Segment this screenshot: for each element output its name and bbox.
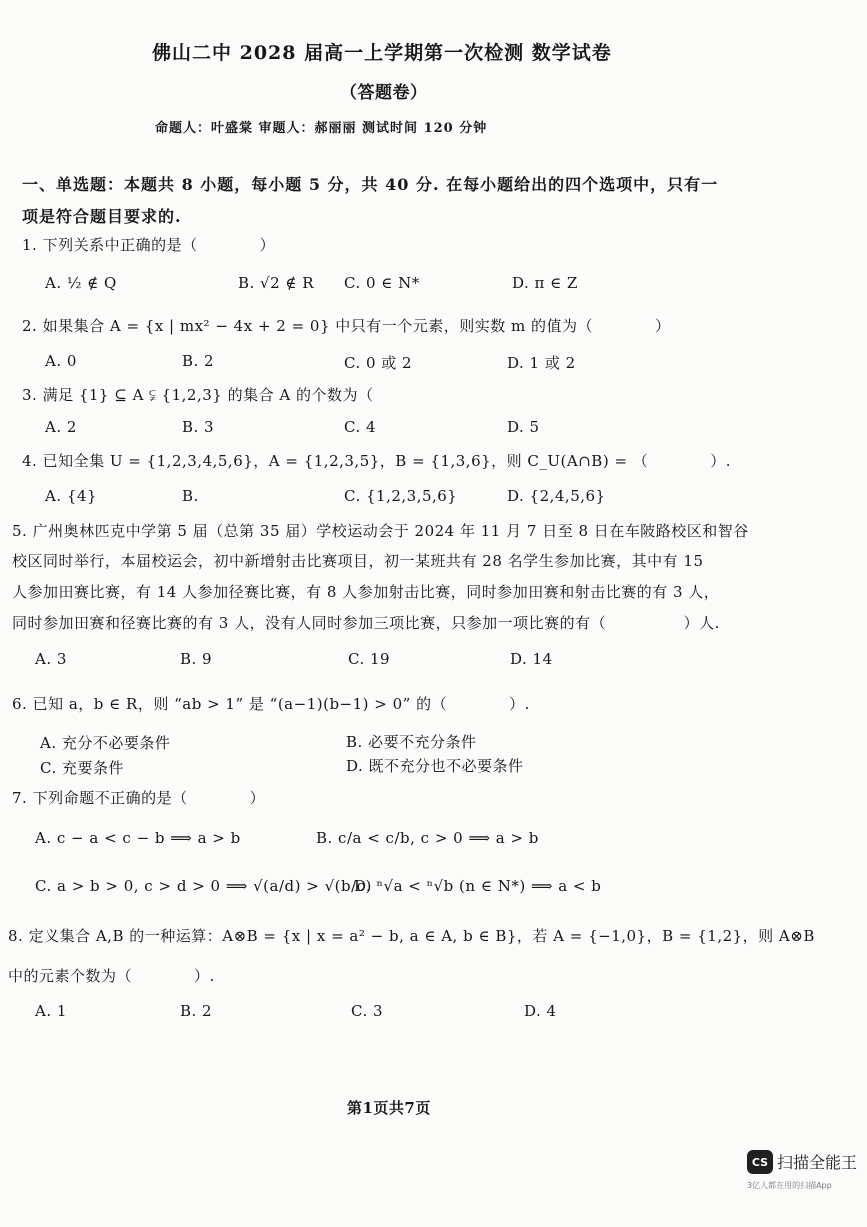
question-4-option-b: B. bbox=[182, 487, 199, 505]
question-8-stem-line2: 中的元素个数为（ ）. bbox=[8, 967, 215, 985]
question-3-stem: 3. 满足 {1} ⊆ A ⫋ {1,2,3} 的集合 A 的个数为（ bbox=[22, 386, 374, 404]
question-2-option-b: B. 2 bbox=[182, 352, 215, 370]
section-heading-cont: 项是符合题目要求的. bbox=[22, 207, 182, 226]
question-6-option-b: B. 必要不充分条件 bbox=[346, 733, 477, 751]
author-info: 命题人：叶盛棠 审题人：郝丽丽 测试时间 120 分钟 bbox=[155, 121, 488, 136]
question-8-option-b: B. 2 bbox=[180, 1002, 213, 1020]
question-5-stem-line2: 校区同时举行，本届校运会，初中新增射击比赛项目，初一某班共有 28 名学生参加比赛，其中有 15 bbox=[12, 552, 704, 570]
question-5-stem: 5. 广州奥林匹克中学第 5 届（总第 35 届）学校运动会于 2024 年 11 月 7 日至 8 日在车陂路校区和智谷 bbox=[12, 522, 749, 540]
question-7-stem: 7. 下列命题不正确的是（ ） bbox=[12, 789, 266, 807]
question-8-stem: 8. 定义集合 A,B 的一种运算：A⊗B = {x | x = a² − b, a ∈ A, b ∈ B}，若 A = {−1,0}，B = {1,2}，则 A⊗B bbox=[8, 927, 815, 945]
question-8-option-a: A. 1 bbox=[35, 1002, 67, 1020]
question-7-option-a: A. c − a < c − b ⟹ a > b bbox=[35, 829, 241, 847]
watermark-tagline: 3亿人都在用的扫描App bbox=[747, 1181, 832, 1190]
page-number: 第1页共7页 bbox=[347, 1099, 431, 1117]
question-5-stem-line3: 人参加田赛比赛，有 14 人参加径赛比赛，有 8 人参加射击比赛，同时参加田赛和射击比赛的有 3 人， bbox=[12, 583, 720, 601]
question-3-option-d: D. 5 bbox=[507, 418, 540, 436]
question-3-option-a: A. 2 bbox=[45, 418, 77, 436]
question-6-option-c: C. 充要条件 bbox=[40, 759, 124, 777]
question-6-option-d: D. 既不充分也不必要条件 bbox=[346, 757, 524, 775]
camscanner-logo-icon: CS bbox=[747, 1150, 773, 1174]
question-8-option-c: C. 3 bbox=[351, 1002, 384, 1020]
question-4-option-c: C. {1,2,3,5,6} bbox=[344, 487, 458, 505]
watermark-app-name: 扫描全能王 bbox=[777, 1153, 858, 1172]
question-2-option-d: D. 1 或 2 bbox=[507, 354, 576, 372]
question-5-option-a: A. 3 bbox=[35, 650, 67, 668]
question-2-stem: 2. 如果集合 A = {x | mx² − 4x + 2 = 0} 中只有一个元素，则实数 m 的值为（ ） bbox=[22, 317, 671, 335]
question-5-option-c: C. 19 bbox=[348, 650, 391, 668]
question-5-option-d: D. 14 bbox=[510, 650, 553, 668]
page-subtitle: （答题卷） bbox=[340, 83, 428, 103]
question-1-option-c: C. 0 ∈ N* bbox=[344, 274, 420, 292]
question-8-option-d: D. 4 bbox=[524, 1002, 557, 1020]
question-6-option-a: A. 充分不必要条件 bbox=[40, 734, 171, 752]
question-1-option-b: B. √2 ∉ R bbox=[238, 274, 315, 292]
question-4-option-d: D. {2,4,5,6} bbox=[507, 487, 606, 505]
page-title: 佛山二中 2028 届高一上学期第一次检测 数学试卷 bbox=[152, 42, 612, 64]
question-5-stem-line4: 同时参加田赛和径赛比赛的有 3 人，没有人同时参加三项比赛，只参加一项比赛的有（ ）人. bbox=[12, 614, 720, 632]
question-4-stem: 4. 已知全集 U = {1,2,3,4,5,6}，A = {1,2,3,5}，B = {1,3,6}，则 C_U(A∩B) = （ ）. bbox=[22, 452, 732, 470]
question-1-option-a: A. ½ ∉ Q bbox=[45, 274, 117, 292]
question-2-option-a: A. 0 bbox=[45, 352, 77, 370]
question-7-option-d: D. ⁿ√a < ⁿ√b (n ∈ N*) ⟹ a < b bbox=[354, 877, 602, 895]
question-1-stem: 1. 下列关系中正确的是（ ） bbox=[22, 236, 276, 254]
question-6-stem: 6. 已知 a，b ∈ R，则 “ab > 1” 是 “(a−1)(b−1) > 0” 的（ ）. bbox=[12, 695, 530, 713]
section-heading: 一、单选题：本题共 8 小题，每小题 5 分，共 40 分. 在每小题给出的四个选项中，只有一 bbox=[22, 175, 719, 194]
question-1-option-d: D. π ∈ Z bbox=[512, 274, 578, 292]
question-3-option-c: C. 4 bbox=[344, 418, 377, 436]
question-7-option-c: C. a > b > 0, c > d > 0 ⟹ √(a/d) > √(b/c) bbox=[35, 877, 372, 895]
question-7-option-b: B. c/a < c/b, c > 0 ⟹ a > b bbox=[316, 829, 539, 847]
question-4-option-a: A. {4} bbox=[45, 487, 97, 505]
question-5-option-b: B. 9 bbox=[180, 650, 213, 668]
question-3-option-b: B. 3 bbox=[182, 418, 215, 436]
question-2-option-c: C. 0 或 2 bbox=[344, 354, 413, 372]
